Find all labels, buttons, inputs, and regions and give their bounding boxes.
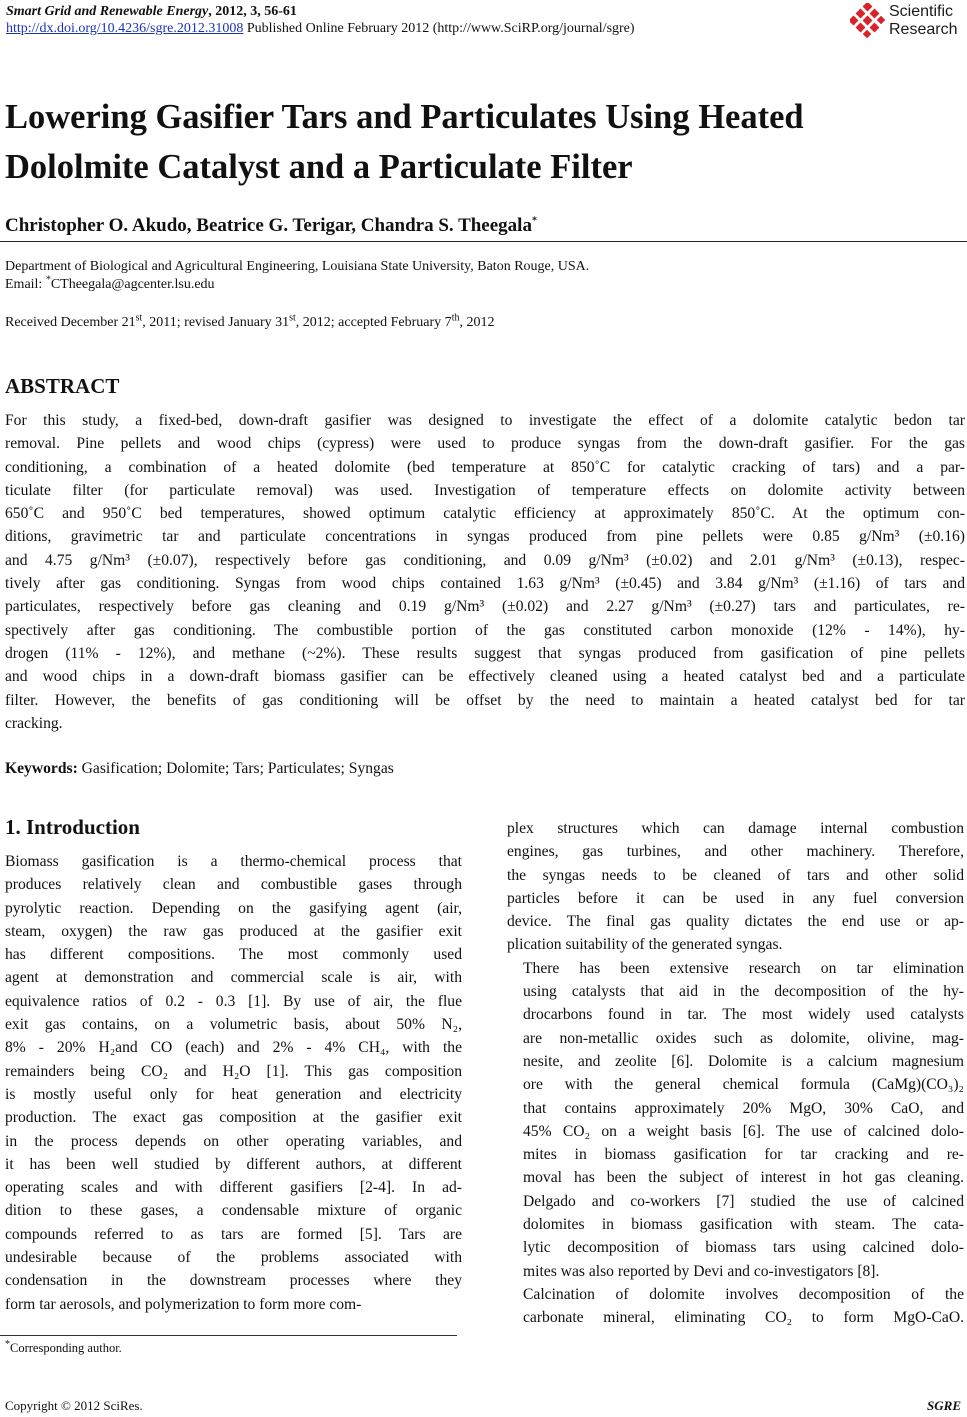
text-line: plication suitability of the generated syngas.	[507, 936, 783, 954]
title-line-2: Dololmite Catalyst and a Particulate Filter	[5, 148, 633, 186]
text-line: exit gas contains, on a volumetric basis, about 50% N₂,	[5, 1016, 462, 1034]
text-line: drogen (11% - 12%), and methane (~2%). These results suggest that syngas produced from gasification of pine pellets	[5, 644, 965, 662]
abstract-heading: ABSTRACT	[5, 374, 120, 398]
text-line: particles before it can be used in any fuel conversion	[507, 889, 964, 907]
header-rule	[0, 241, 967, 242]
text-line: ore with the general chemical formula (CaMg)(CO₃)₂	[523, 1076, 964, 1094]
logo-line-1: Scientific	[889, 3, 954, 20]
accepted-date: , 2012; accepted February 7	[295, 315, 452, 330]
email-label: Email:	[5, 277, 46, 292]
title-line-1: Lowering Gasifier Tars and Particulates Using Heated	[5, 98, 804, 136]
journal-citation	[6, 4, 297, 20]
text-line: engines, gas turbines, and other machinery. Therefore,	[507, 843, 964, 861]
text-line: ticulate filter (for particulate removal) was used. Investigation of temperature effects on dolomite activity between	[5, 481, 965, 499]
keywords-text: Gasification; Dolomite; Tars; Particulates; Syngas	[77, 760, 394, 777]
text-line: carbonate mineral, eliminating CO₂ to form MgO-CaO.	[523, 1309, 964, 1327]
text-line: condensation in the downstream processes where they	[5, 1272, 462, 1290]
email-line	[5, 276, 215, 294]
text-line: removal. Pine pellets and wood chips (cypress) were used to produce syngas from the down-draft gasifier. For the gas	[5, 435, 965, 453]
journal-abbreviation: SGRE	[927, 1398, 961, 1413]
ordinal-suffix: st	[289, 312, 296, 324]
footnote-mark: *	[5, 1338, 10, 1350]
intro-paragraph	[507, 1283, 964, 1330]
email-address: CTheegala@agcenter.lsu.edu	[50, 277, 215, 292]
corresponding-mark: *	[531, 215, 537, 227]
intro-paragraph	[507, 817, 964, 957]
text-line: filter. However, the benefits of gas conditioning will be offset by the need to maintain a heated catalyst bed for tar	[5, 691, 965, 709]
text-line: moval has been the subject of interest in hot gas cleaning.	[523, 1169, 964, 1187]
logo-line-2: Research	[889, 21, 958, 38]
text-line: remainders being CO₂ and H₂O [1]. This gas composition	[5, 1062, 462, 1080]
text-line: Biomass gasification is a thermo-chemical process that	[5, 853, 462, 870]
text-line: that contains approximately 20% MgO, 30% CaO, and	[523, 1099, 964, 1117]
text-line: 8% - 20% H₂and CO (each) and 2% - 4% CH₄, with the	[5, 1039, 462, 1057]
text-line: it has been well studied by different authors, at different	[5, 1155, 462, 1173]
doi-line	[6, 21, 635, 37]
intro-paragraph	[507, 957, 964, 1283]
published-online: Published Online February 2012 (http://www.SciRP.org/journal/sgre)	[243, 21, 635, 36]
text-line: dition to these gases, a condensable mixture of organic	[5, 1202, 462, 1220]
text-line: production. The exact gas composition at the gasifier exit	[5, 1109, 462, 1127]
text-line: equivalence ratios of 0.2 - 0.3 [1]. By use of air, the flue	[5, 992, 462, 1010]
text-line: dolomites in biomass gasification with steam. The cata-	[523, 1216, 964, 1234]
intro-right-column	[507, 817, 964, 1330]
received-date: Received December 21	[5, 315, 136, 330]
email-corresponding-mark: *	[45, 274, 51, 286]
text-line: the syngas needs to be cleaned of tars and other solid	[507, 866, 964, 884]
text-line: particulates, respectively before gas cleaning and 0.19 g/Nm³ (±0.02) and 2.27 g/Nm³ (±0.27) tars and particulates, re-	[5, 598, 965, 616]
text-line: steam, oxygen) the raw gas produced at the gasifier exit	[5, 922, 462, 940]
text-line: are non-metallic oxides such as dolomite, olivine, mag-	[523, 1029, 964, 1047]
text-line: undesirable because of the problems associated with	[5, 1249, 462, 1267]
text-line: device. The final gas quality dictates the end use or ap-	[507, 913, 964, 931]
text-line: conditioning, a combination of a heated dolomite (bed temperature at 850˚C for catalytic cracking of tars) and a par-	[5, 458, 965, 476]
text-line: mites in biomass gasification for tar cracking and re-	[523, 1146, 964, 1164]
text-line: compounds referred to as tars are formed [5]. Tars are	[5, 1225, 462, 1243]
keywords	[5, 758, 394, 780]
text-line: Delgado and co-workers [7] studied the use of calcined	[523, 1192, 964, 1210]
text-line: spectively after gas conditioning. The combustible portion of the gas constituted carbon monoxide (12% - 14%), hy-	[5, 621, 965, 639]
scientific-research-logo	[850, 2, 964, 40]
keywords-label: Keywords:	[5, 760, 78, 777]
footnote-rule	[0, 1335, 457, 1336]
text-line: using catalysts that aid in the decomposition of the hy-	[523, 983, 964, 1001]
text-line: agent at demonstration and commercial scale is air, with	[5, 969, 462, 987]
authors-text: Christopher O. Akudo, Beatrice G. Terigar, Chandra S. Theegala	[5, 215, 532, 236]
text-line: and 4.75 g/Nm³ (±0.07), respectively before gas conditioning, and 0.09 g/Nm³ (±0.02) and 2.01 g/Nm³ (±0.13), respec-	[5, 551, 965, 569]
publisher-logo-icon	[850, 3, 886, 39]
text-line: 650˚C and 950˚C bed temperatures, showed optimum catalytic efficiency at approximately 850˚C. At the optimum con-	[5, 505, 965, 523]
text-line: 45% CO₂ on a weight basis [6]. The use of calcined dolo-	[523, 1122, 964, 1140]
logo-text	[889, 3, 957, 39]
paper-title	[5, 92, 955, 192]
text-line: and wood chips in a down-draft biomass gasifier can be effectively cleaned using a heated catalyst bed and a particulate	[5, 668, 965, 686]
text-line: cracking.	[5, 714, 63, 732]
text-line: pyrolytic reaction. Depending on the gasifying agent (air,	[5, 899, 462, 917]
intro-left-column	[5, 850, 462, 1316]
ordinal-suffix: st	[135, 312, 143, 324]
affiliation: Department of Biological and Agricultural Engineering, Louisiana State University, Baton Rouge, USA.	[5, 259, 590, 274]
ordinal-suffix: th	[451, 312, 460, 324]
journal-name: Smart Grid and Renewable Energy	[6, 4, 209, 19]
text-line: plex structures which can damage internal combustion	[507, 820, 964, 837]
footnote	[5, 1340, 122, 1356]
text-line: drocarbons found in tar. The most widely used catalysts	[523, 1006, 964, 1024]
footnote-text: Corresponding author.	[10, 1341, 122, 1355]
section-heading-introduction: 1. Introduction	[5, 815, 140, 839]
text-line: in the process depends on other operating variables, and	[5, 1132, 462, 1150]
text-line: lytic decomposition of biomass tars using calcined dolo-	[523, 1239, 964, 1257]
copyright-notice: Copyright © 2012 SciRes.	[5, 1398, 143, 1413]
text-line: form tar aerosols, and polymerization to form more com-	[5, 1295, 362, 1313]
text-line: There has been extensive research on tar elimination	[523, 959, 964, 977]
text-line: tively after gas conditioning. Syngas from wood chips contained 1.63 g/Nm³ (±0.45) and 3.84 g/Nm³ (±1.16) of tars and	[5, 575, 965, 593]
text-line: mites was also reported by Devi and co-investigators [8].	[523, 1262, 880, 1280]
journal-volume: , 2012, 3, 56-61	[208, 4, 297, 19]
text-line: For this study, a fixed-bed, down-draft gasifier was designed to investigate the effect of a dolomite catalytic bedon tar	[5, 412, 965, 429]
text-line: has different compositions. The most commonly used	[5, 946, 462, 964]
abstract-body	[5, 409, 965, 735]
text-line: operating scales and with different gasifiers [2-4]. In ad-	[5, 1179, 462, 1197]
text-line: produces relatively clean and combustible gases through	[5, 876, 462, 894]
text-line: is mostly useful only for heat generation and electricity	[5, 1085, 462, 1103]
doi-link[interactable]: http://dx.doi.org/10.4236/sgre.2012.31008	[6, 21, 244, 36]
revised-date: , 2011; revised January 31	[142, 315, 290, 330]
accepted-year: , 2012	[459, 315, 495, 330]
text-line: nesite, and zeolite [6]. Dolomite is a calcium magnesium	[523, 1052, 964, 1070]
author-list	[5, 214, 537, 238]
received-dates	[5, 314, 494, 332]
text-line: Calcination of dolomite involves decomposition of the	[523, 1285, 964, 1303]
text-line: ditions, gravimetric tar and particulate concentrations in syngas produced from pine pellets were 0.85 g/Nm³ (±0.16)	[5, 528, 965, 546]
